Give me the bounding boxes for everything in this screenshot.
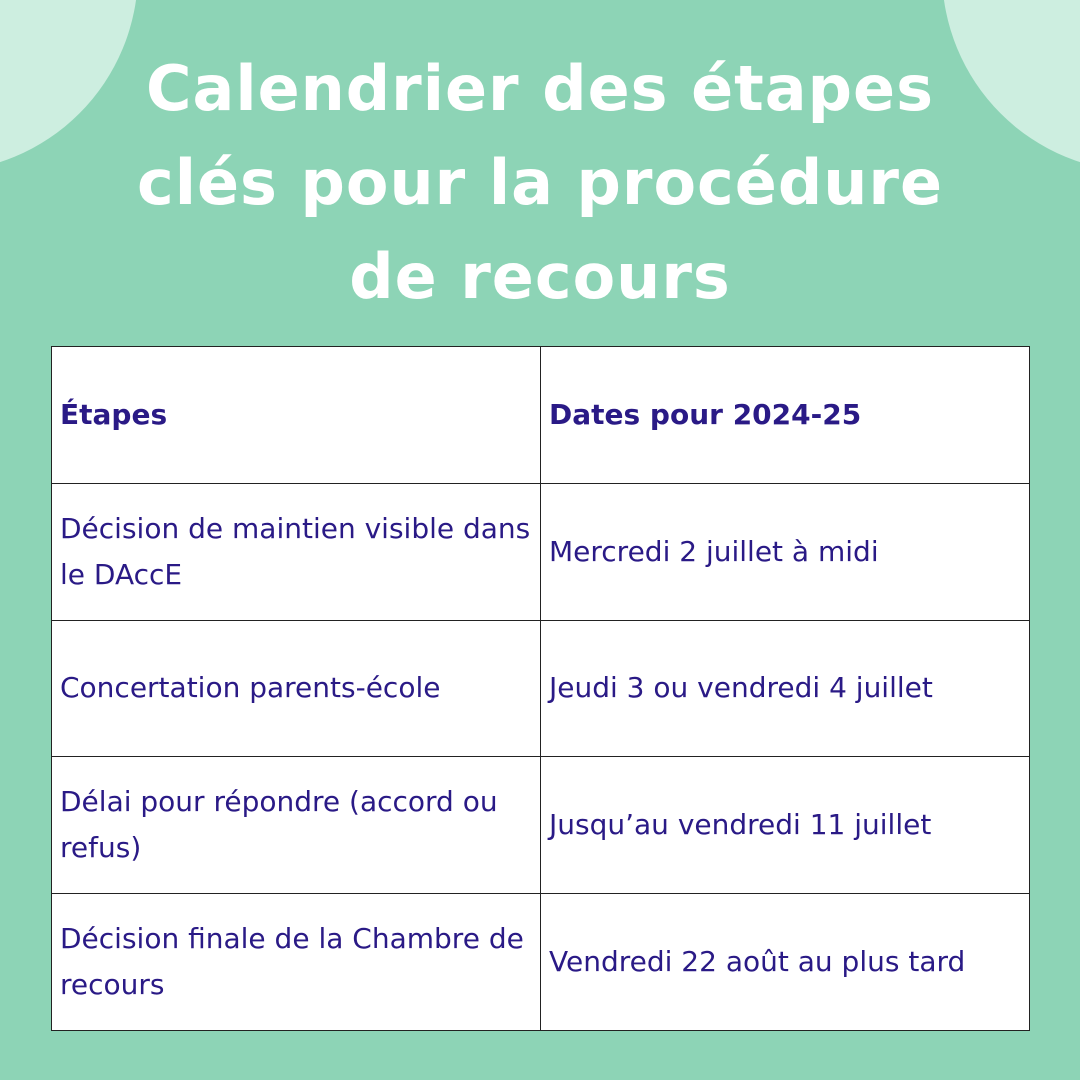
table-row [52,894,1030,1031]
title-line-2: clés pour la procédure [137,146,943,219]
step-cell: Concertation parents-école [52,620,541,757]
date-cell: Vendredi 22 août au plus tard [541,894,1030,1031]
step-cell: Délai pour répondre (accord ou refus) [52,757,541,894]
page-title [90,42,990,324]
title-line-1: Calendrier des étapes [146,52,934,125]
date-cell: Jeudi 3 ou vendredi 4 juillet [541,620,1030,757]
header-dates: Dates pour 2024-25 [541,347,1030,484]
date-cell: Mercredi 2 juillet à midi [541,483,1030,620]
table-row [52,483,1030,620]
header-steps: Étapes [52,347,541,484]
step-cell: Décision de maintien visible dans le DAccE [52,483,541,620]
table-row [52,620,1030,757]
title-line-3: de recours [349,240,731,313]
step-cell: Décision finale de la Chambre de recours [52,894,541,1031]
table-row [52,757,1030,894]
date-cell: Jusqu’au vendredi 11 juillet [541,757,1030,894]
table-header-row [52,347,1030,484]
schedule-table [51,346,1030,1031]
